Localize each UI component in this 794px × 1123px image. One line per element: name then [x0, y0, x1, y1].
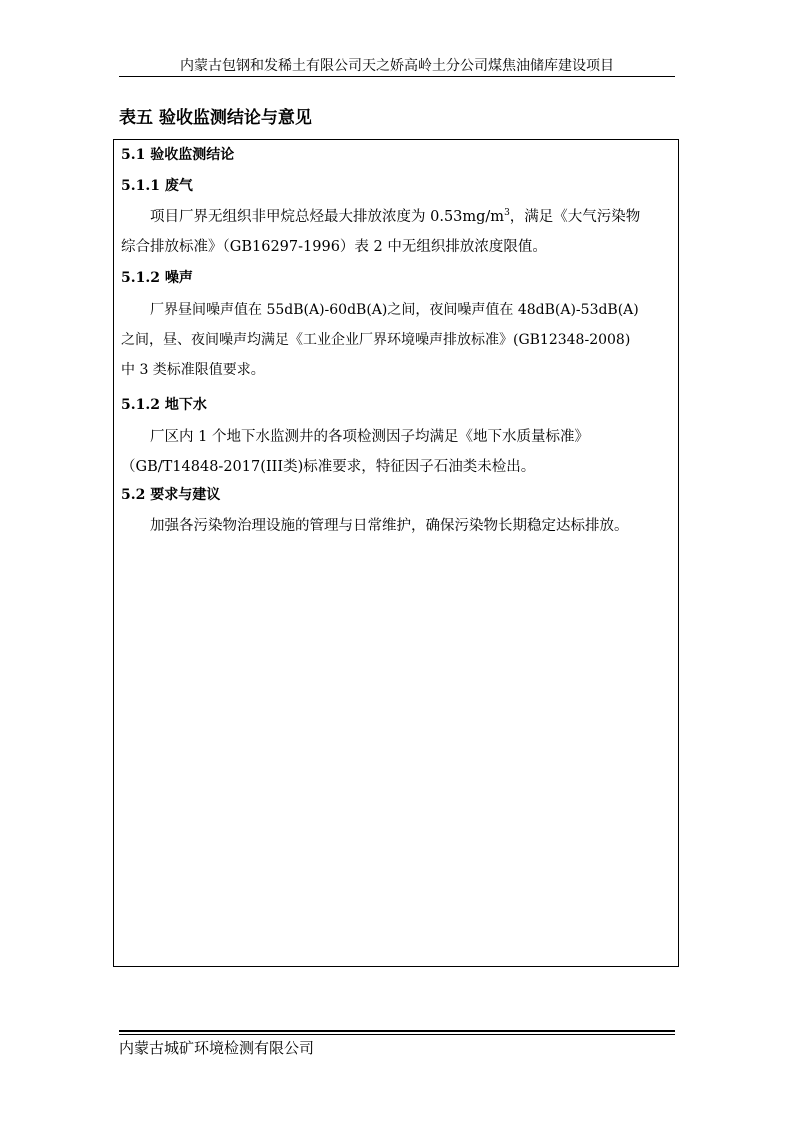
paragraph-line: 中 3 类标准限值要求。 [121, 362, 265, 378]
section-5-1-3-paragraph [121, 422, 673, 482]
paragraph-line: 厂界昼间噪声值在 55dB(A)-60dB(A)之间，夜间噪声值在 48dB(A)-53dB(A) [150, 302, 639, 318]
section-5-2-heading: 5.2 要求与建议 [121, 487, 221, 503]
content-box [113, 139, 679, 967]
header-rule [119, 76, 675, 77]
paragraph-line: 厂区内 1 个地下水监测井的各项检测因子均满足《地下水质量标准》 [150, 429, 589, 445]
section-5-2-paragraph [121, 511, 673, 541]
paragraph-line: （GB/T14848-2017(III类)标准要求，特征因子石油类未检出。 [121, 459, 536, 475]
page-footer: 内蒙古城矿环境检测有限公司 [119, 1039, 315, 1057]
text-run: ，满足《大气污染物 [509, 209, 641, 225]
table-title: 表五 验收监测结论与意见 [119, 108, 312, 128]
page-header: 内蒙古包钢和发稀土有限公司天之娇高岭土分公司煤焦油储库建设项目 [180, 58, 614, 74]
section-5-1-2-heading: 5.1.2 噪声 [121, 270, 193, 286]
paragraph-line: 加强各污染物治理设施的管理与日常维护，确保污染物长期稳定达标排放。 [150, 518, 629, 534]
footer-rule-thin [119, 1034, 675, 1035]
footer-rule-thick [119, 1030, 675, 1032]
section-5-1-1-paragraph [121, 202, 673, 262]
section-5-1-3-heading: 5.1.2 地下水 [121, 397, 207, 413]
paragraph-line [121, 202, 673, 232]
superscript: 3 [504, 208, 510, 219]
text-run: 项目厂界无组织非甲烷总烃最大排放浓度为 0.53mg/m [150, 209, 505, 225]
paragraph-line: 之间，昼、夜间噪声均满足《工业企业厂界环境噪声排放标准》(GB12348-2008) [121, 332, 631, 348]
section-5-1-heading: 5.1 验收监测结论 [121, 147, 235, 163]
section-5-1-1-heading: 5.1.1 废气 [121, 178, 193, 194]
section-5-1-2-paragraph [121, 295, 673, 385]
paragraph-line: 综合排放标准》（GB16297-1996）表 2 中无组织排放浓度限值。 [121, 239, 547, 255]
